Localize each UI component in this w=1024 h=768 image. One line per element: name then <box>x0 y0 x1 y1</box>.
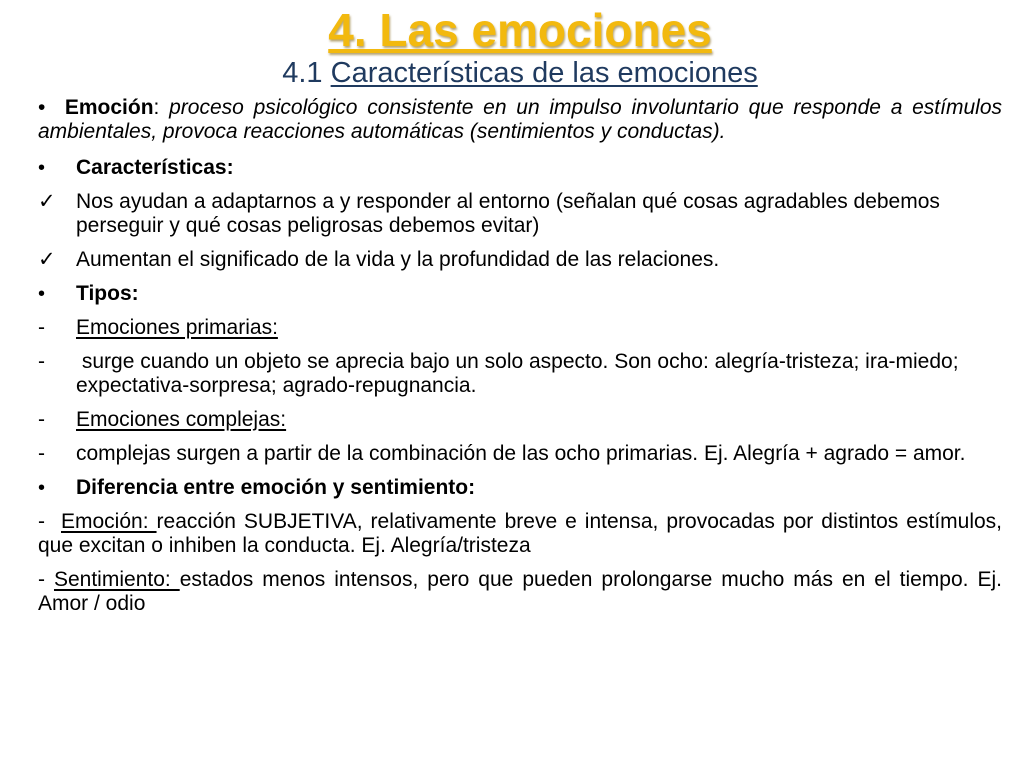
caracteristicas-heading: Características: <box>76 156 234 179</box>
tipos-heading-row <box>38 282 1002 306</box>
emocion-text: reacción SUBJETIVA, relativamente breve e intensa, provocadas por distintos estímulos, que excitan o inhiben la conducta. Ej. Alegría/tristeza <box>38 510 1003 557</box>
slide-title: 4. Las emociones <box>328 4 712 56</box>
dash-marker: - <box>38 350 45 373</box>
bullet-icon: • <box>38 96 46 119</box>
tipos-heading: Tipos: <box>76 282 139 305</box>
bullet-icon: • <box>38 477 46 499</box>
sentimiento-paragraph <box>38 568 1002 616</box>
emocion-term: Emoción <box>64 96 154 119</box>
emocion-definition-text: proceso psicológico consistente en un impulso involuntario que responde a estímulos ambientales, provoca reacciones automáticas (sentimientos y conductas). <box>38 96 1002 143</box>
caracteristicas-heading-row <box>38 156 1002 180</box>
dash-marker: - <box>38 568 54 591</box>
caracteristica-item <box>38 190 1002 238</box>
emocion-vs-paragraph <box>38 510 1002 558</box>
slide-subtitle <box>38 56 1002 90</box>
emocion-definition <box>38 96 1002 144</box>
primarias-text-row <box>38 350 1002 398</box>
checkmark-icon: ✓ <box>38 248 56 271</box>
dash-marker: - <box>38 442 45 465</box>
complejas-label-row <box>38 408 1002 432</box>
caracteristica-text: Aumentan el significado de la vida y la profundidad de las relaciones. <box>76 248 720 271</box>
primarias-label: Emociones primarias: <box>76 316 278 339</box>
caracteristica-text: Nos ayudan a adaptarnos a y responder al entorno (señalan qué cosas agradables debemos perseguir y qué cosas peligrosas debemos evitar) <box>76 190 940 237</box>
subtitle-text: Características de las emociones <box>330 57 758 89</box>
complejas-text-row <box>38 442 1002 466</box>
bullet-icon: • <box>38 283 46 305</box>
subtitle-number: 4.1 <box>282 57 323 89</box>
bullet-icon: • <box>38 157 46 179</box>
sentimiento-label: Sentimiento: <box>53 568 180 591</box>
primarias-label-row <box>38 316 1002 340</box>
checkmark-icon: ✓ <box>38 190 56 213</box>
primarias-text: surge cuando un objeto se aprecia bajo un solo aspecto. Son ocho: alegría-tristeza; ira-miedo; expectativa-sorpresa; agrado-repugnancia. <box>76 350 965 397</box>
emocion-label: Emoción: <box>61 510 157 533</box>
complejas-label: Emociones complejas: <box>76 408 287 431</box>
dash-marker: - <box>38 408 45 431</box>
dash-marker: - <box>38 510 61 533</box>
emocion-colon: : <box>153 96 160 119</box>
complejas-text: complejas surgen a partir de la combinación de las ocho primarias. Ej. Alegría + agrado = amor. <box>76 442 966 465</box>
caracteristica-item <box>38 248 1002 272</box>
diferencia-heading-row <box>38 476 1002 500</box>
diferencia-heading: Diferencia entre emoción y sentimiento: <box>76 476 476 499</box>
slide-content <box>38 96 1002 616</box>
dash-marker: - <box>38 316 45 339</box>
sentimiento-text: estados menos intensos, pero que pueden prolongarse mucho más en el tiempo. Ej. Amor / odio <box>38 568 1002 615</box>
